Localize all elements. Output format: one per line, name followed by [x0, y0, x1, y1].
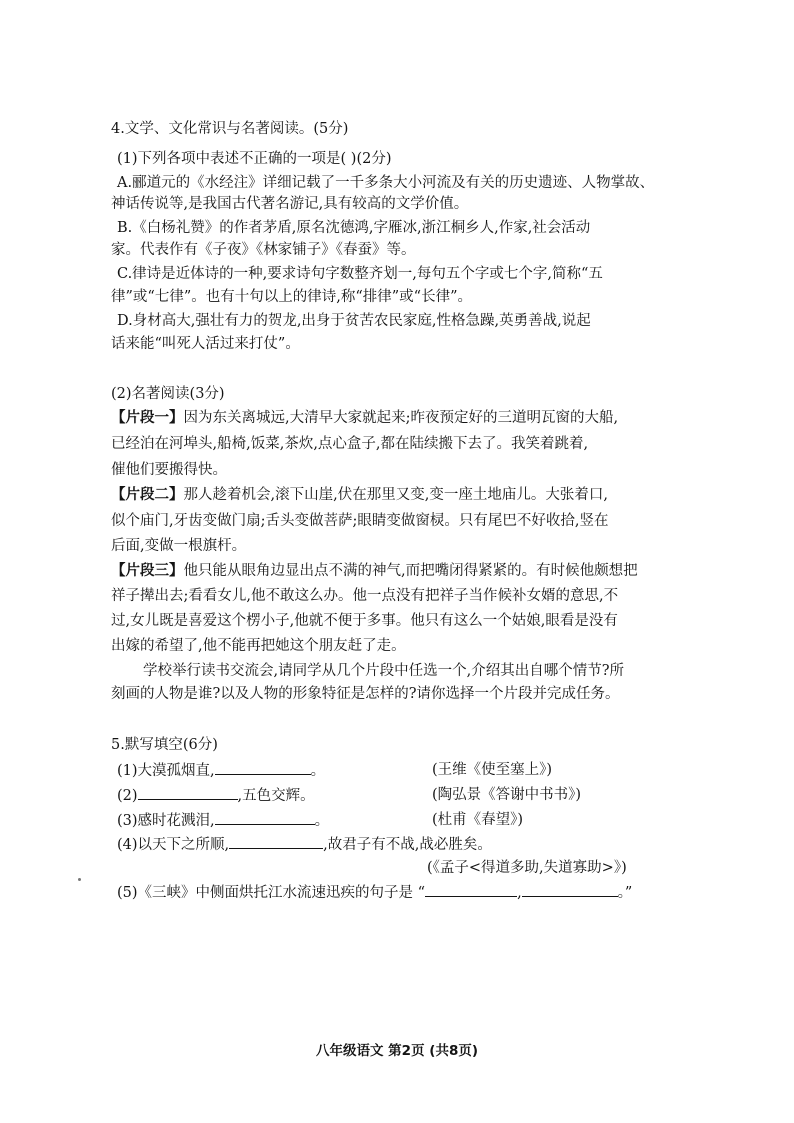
- fragment-2-line2: 似个庙门,牙齿变做门扇;舌头变做菩萨;眼睛变做窗棂。只有尾巴不好收拾,竖在: [111, 513, 609, 529]
- q5-item1: (1)大漠孤烟直, 。: [117, 760, 325, 781]
- q5-item2-blank[interactable]: [138, 785, 238, 800]
- q4-title: 4.文学、文化常识与名著阅读。(5分): [111, 121, 349, 137]
- fragment-2-line1: 【片段二】那人趁着机会,滚下山崖,伏在那里又变,变一座土地庙儿。大张着口,: [111, 486, 608, 503]
- q5-item5-blank-1[interactable]: [425, 882, 517, 897]
- q4-option-d-line2: 话来能“叫死人活过来打仗”。: [111, 336, 300, 352]
- fragment-3-tag: 【片段三】: [111, 562, 184, 579]
- fragment-1-tag: 【片段一】: [111, 409, 184, 426]
- q5-item4-blank[interactable]: [229, 834, 323, 849]
- q5-item3: (3)感时花溅泪, 。: [117, 810, 329, 831]
- q5-item5: (5)《三峡》中侧面烘托江水流速迅疾的句子是 “ , 。”: [117, 882, 632, 903]
- q4-option-a-line1: A.郦道元的《水经注》详细记载了一千多条大小河流及有关的历史遗迹、人物掌故、: [117, 175, 655, 191]
- q5-item4-source: (《孟子<得道多助,失道寡助>》): [427, 860, 627, 876]
- page-footer: 八年级语文 第2页 (共8页): [315, 1043, 479, 1059]
- fragment-1-line1: 【片段一】因为东关离城远,大清早大家就起来;昨夜预定好的三道明瓦窗的大船,: [111, 409, 619, 426]
- q5-item3-source: (杜甫《春望》): [432, 812, 524, 828]
- q5-title: 5.默写填空(6分): [111, 737, 218, 753]
- q4-option-c-line2: 律”或“七律”。也有十句以上的律诗,称“排律”或“长律”。: [111, 289, 472, 305]
- fragment-1-line3: 催他们要搬得快。: [111, 462, 227, 478]
- fragment-3-line4: 出嫁的希望了,他不能再把她这个朋友赶了走。: [111, 638, 406, 654]
- fragment-2-tag: 【片段二】: [111, 486, 184, 503]
- fragment-3-line1: 【片段三】他只能从眼角边显出点不满的神气,而把嘴闭得紧紧的。有时候他颇想把: [111, 562, 638, 579]
- q4-option-a-line2: 神话传说等,是我国古代著名游记,具有较高的文学价值。: [111, 196, 469, 212]
- fragment-3-line2: 祥子撵出去;看看女儿,他不敢这么办。他一点没有把祥子当作候补女婿的意思,不: [111, 588, 619, 604]
- q4-option-d-line1: D.身材高大,强壮有力的贺龙,出身于贫苦农民家庭,性格急躁,英勇善战,说起: [117, 313, 591, 329]
- q4-sub2-title: (2)名著阅读(3分): [111, 386, 225, 402]
- q5-item1-blank[interactable]: [215, 760, 311, 775]
- q5-item2: (2) ,五色交辉。: [117, 785, 315, 806]
- q5-item3-blank[interactable]: [215, 810, 315, 825]
- fragment-2-line3: 后面,变做一根旗杆。: [111, 538, 247, 554]
- q4-option-b-line1: B.《白杨礼赞》的作者茅盾,原名沈德鸿,字雁冰,浙江桐乡人,作家,社会活动: [117, 220, 591, 236]
- fragment-1-line2: 已经泊在河埠头,船椅,饭菜,茶炊,点心盒子,都在陆续搬下去了。我笑着跳着,: [111, 436, 589, 452]
- q5-item5-blank-2[interactable]: [522, 882, 618, 897]
- reading-task-line2: 刻画的人物是谁?以及人物的形象特征是怎样的?请你选择一个片段并完成任务。: [111, 686, 620, 702]
- q4-sub1-stem: (1)下列各项中表述不正确的一项是( )(2分): [117, 151, 392, 167]
- fragment-3-line3: 过,女儿既是喜爱这个楞小子,他就不便于多事。他只有这么一个姑娘,眼看是没有: [111, 613, 618, 629]
- q5-item4: (4)以天下之所顺, ,故君子有不战,战必胜矣。: [117, 834, 492, 855]
- q4-option-b-line2: 家。代表作有《子夜》《林家铺子》《春蚕》等。: [111, 242, 416, 258]
- q5-item1-source: (王维《使至塞上》): [432, 762, 553, 778]
- q5-item2-source: (陶弘景《答谢中书书》): [432, 787, 582, 803]
- reading-task-line1: 学校举行读书交流会,请同学从几个片段中任选一个,介绍其出自哪个情节?所: [143, 663, 624, 679]
- q4-option-c-line1: C.律诗是近体诗的一种,要求诗句字数整齐划一,每句五个字或七个字,简称“五: [117, 266, 603, 282]
- scan-speck: [78, 878, 81, 881]
